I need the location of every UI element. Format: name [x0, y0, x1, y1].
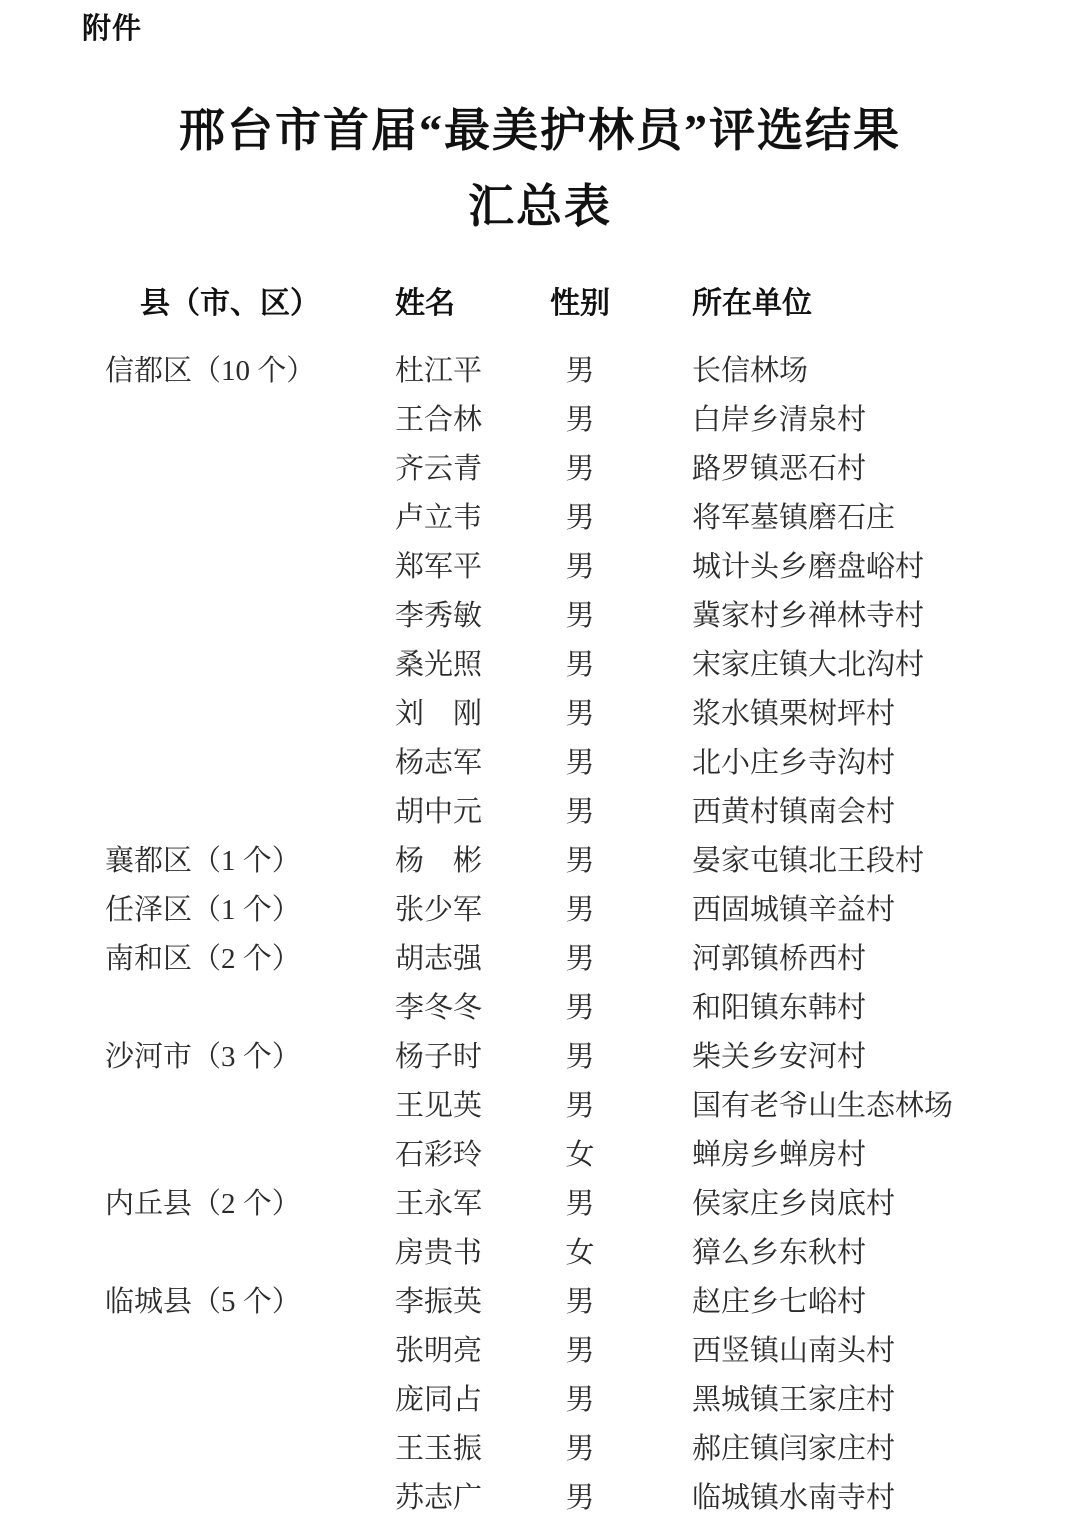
table-row: [105, 1177, 980, 1226]
county-cell: 信都区（10 个）: [105, 355, 316, 387]
unit-cell: 侯家庄乡岗底村: [692, 1188, 896, 1220]
name-cell: 石彩玲: [395, 1139, 483, 1171]
county-cell: 襄都区（1 个）: [105, 845, 301, 877]
document-title-line2: 汇总表: [468, 181, 612, 232]
table-row: [105, 687, 980, 736]
table-row: [105, 981, 980, 1030]
name-cell: 刘 刚: [395, 698, 483, 730]
name-cell: 李秀敏: [395, 600, 483, 632]
name-cell: 郑军平: [395, 551, 483, 583]
table-row: [105, 1422, 980, 1471]
gender-cell: 男: [565, 698, 595, 730]
table-row: [105, 883, 980, 932]
gender-cell: 男: [565, 502, 595, 534]
name-cell: 苏志广: [395, 1482, 483, 1514]
unit-cell: 獐么乡东秋村: [692, 1237, 867, 1269]
gender-cell: 男: [565, 355, 595, 387]
gender-cell: 男: [565, 1335, 595, 1367]
name-cell: 胡志强: [395, 943, 483, 975]
unit-cell: 将军墓镇磨石庄: [692, 502, 896, 534]
gender-cell: 男: [565, 845, 595, 877]
name-cell: 李冬冬: [395, 992, 483, 1024]
column-header-unit: 所在单位: [692, 287, 812, 320]
name-cell: 李振英: [395, 1286, 483, 1318]
gender-cell: 男: [565, 1482, 595, 1514]
unit-cell: 路罗镇恶石村: [692, 453, 867, 485]
column-header-name: 姓名: [395, 287, 455, 320]
table-header-row: [105, 276, 980, 324]
unit-cell: 河郭镇桥西村: [692, 943, 867, 975]
unit-cell: 柴关乡安河村: [692, 1041, 867, 1073]
name-cell: 桑光照: [395, 649, 483, 681]
gender-cell: 男: [565, 1384, 595, 1416]
gender-cell: 男: [565, 943, 595, 975]
unit-cell: 晏家屯镇北王段村: [692, 845, 925, 877]
table-row: [105, 1030, 980, 1079]
name-cell: 胡中元: [395, 796, 483, 828]
table-body: [105, 344, 980, 1520]
unit-cell: 黑城镇王家庄村: [692, 1384, 896, 1416]
column-header-gender: 性别: [550, 287, 610, 320]
name-cell: 王合林: [395, 404, 483, 436]
county-cell: 南和区（2 个）: [105, 943, 301, 975]
table-row: [105, 393, 980, 442]
unit-cell: 赵庄乡七峪村: [692, 1286, 867, 1318]
unit-cell: 浆水镇栗树坪村: [692, 698, 896, 730]
table-row: [105, 932, 980, 981]
table-row: [105, 834, 980, 883]
table-row: [105, 785, 980, 834]
attachment-label: 附件: [82, 13, 143, 45]
table-row: [105, 540, 980, 589]
unit-cell: 宋家庄镇大北沟村: [692, 649, 925, 681]
gender-cell: 男: [565, 1433, 595, 1465]
document-title: [0, 93, 1080, 245]
name-cell: 杨 彬: [395, 845, 483, 877]
gender-cell: 男: [565, 404, 595, 436]
table-row: [105, 1226, 980, 1275]
unit-cell: 和阳镇东韩村: [692, 992, 867, 1024]
gender-cell: 男: [565, 992, 595, 1024]
table-row: [105, 589, 980, 638]
table-row: [105, 442, 980, 491]
unit-cell: 临城镇水南寺村: [692, 1482, 896, 1514]
gender-cell: 男: [565, 551, 595, 583]
rangers-table: [105, 276, 980, 1520]
county-cell: 沙河市（3 个）: [105, 1041, 301, 1073]
unit-cell: 白岸乡清泉村: [692, 404, 867, 436]
gender-cell: 男: [565, 1188, 595, 1220]
unit-cell: 蝉房乡蝉房村: [692, 1139, 867, 1171]
table-row: [105, 1079, 980, 1128]
unit-cell: 西黄村镇南会村: [692, 796, 896, 828]
county-cell: 临城县（5 个）: [105, 1286, 301, 1318]
table-row: [105, 1324, 980, 1373]
name-cell: 齐云青: [395, 453, 483, 485]
name-cell: 张少军: [395, 894, 483, 926]
name-cell: 王玉振: [395, 1433, 483, 1465]
unit-cell: 国有老爷山生态林场: [692, 1090, 954, 1122]
name-cell: 卢立韦: [395, 502, 483, 534]
unit-cell: 北小庄乡寺沟村: [692, 747, 896, 779]
unit-cell: 冀家村乡禅林寺村: [692, 600, 925, 632]
table-row: [105, 1128, 980, 1177]
name-cell: 房贵书: [395, 1237, 483, 1269]
unit-cell: 长信林场: [692, 355, 809, 387]
name-cell: 杜江平: [395, 355, 483, 387]
unit-cell: 郝庄镇闫家庄村: [692, 1433, 896, 1465]
gender-cell: 男: [565, 1090, 595, 1122]
name-cell: 王永军: [395, 1188, 483, 1220]
gender-cell: 女: [565, 1237, 595, 1269]
column-header-county: 县（市、区）: [140, 287, 320, 320]
document-title-line1: 邢台市首届“最美护林员”评选结果: [179, 105, 901, 156]
county-cell: 任泽区（1 个）: [105, 894, 301, 926]
table-row: [105, 1373, 980, 1422]
unit-cell: 西竖镇山南头村: [692, 1335, 896, 1367]
table-row: [105, 736, 980, 785]
unit-cell: 西固城镇辛益村: [692, 894, 896, 926]
table-row: [105, 344, 980, 393]
gender-cell: 男: [565, 453, 595, 485]
gender-cell: 男: [565, 1286, 595, 1318]
name-cell: 杨志军: [395, 747, 483, 779]
gender-cell: 男: [565, 796, 595, 828]
gender-cell: 男: [565, 600, 595, 632]
name-cell: 庞同占: [395, 1384, 483, 1416]
name-cell: 王见英: [395, 1090, 483, 1122]
gender-cell: 男: [565, 1041, 595, 1073]
unit-cell: 城计头乡磨盘峪村: [692, 551, 925, 583]
name-cell: 张明亮: [395, 1335, 483, 1367]
county-cell: 内丘县（2 个）: [105, 1188, 301, 1220]
gender-cell: 男: [565, 894, 595, 926]
table-row: [105, 491, 980, 540]
table-row: [105, 638, 980, 687]
table-row: [105, 1471, 980, 1520]
gender-cell: 男: [565, 747, 595, 779]
gender-cell: 男: [565, 649, 595, 681]
table-row: [105, 1275, 980, 1324]
gender-cell: 女: [565, 1139, 595, 1171]
name-cell: 杨子时: [395, 1041, 483, 1073]
